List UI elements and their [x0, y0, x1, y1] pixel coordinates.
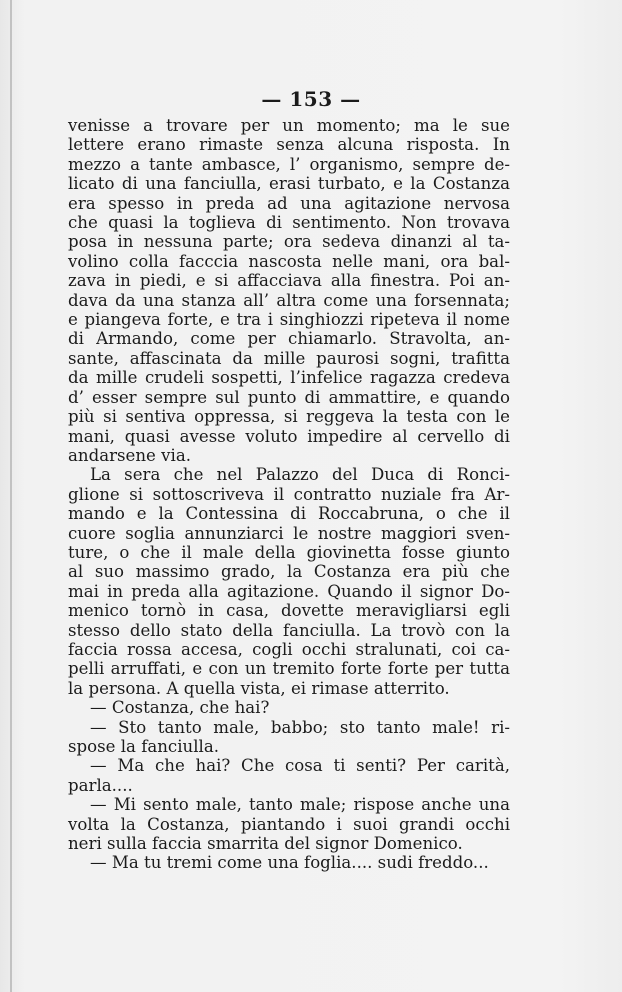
text-line: parla....: [68, 775, 133, 795]
text-line: da mille crudeli sospetti, l’infelice ragazza credeva: [68, 368, 510, 388]
text-line: sante, affascinata da mille paurosi sogni, trafitta: [68, 348, 510, 368]
text-line: stesso dello stato della fanciulla. La trovò con la: [68, 620, 510, 640]
text-line: al suo massimo grado, la Costanza era più che: [68, 562, 510, 582]
text-line: dava da una stanza all’ altra come una forsennata;: [68, 290, 510, 310]
dialogue-line: — Costanza, che hai?: [90, 698, 270, 718]
text-line: faccia rossa accesa, cogli occhi stralunati, coi ca-: [68, 639, 510, 659]
text-line: mai in preda alla agitazione. Quando il signor Do-: [68, 581, 510, 601]
page-spine-edge: [10, 0, 12, 992]
text-line: d’ esser sempre sul punto di ammattire, e quando: [68, 387, 510, 407]
text-line: volta la Costanza, piantando i suoi grandi occhi: [68, 814, 510, 834]
text-line: cuore soglia annunziarci le nostre maggiori sven-: [68, 523, 510, 543]
text-line: era spesso in preda ad una agitazione nervosa: [68, 193, 510, 213]
text-line: neri sulla faccia smarrita del signor Domenico.: [68, 834, 463, 854]
text-line: andarsene via.: [68, 445, 191, 465]
dialogue-line: — Sto tanto male, babbo; sto tanto male! ri-: [90, 717, 510, 737]
text-line: glione si sottoscriveva il contratto nuziale fra Ar-: [68, 484, 510, 504]
text-line: che quasi la toglieva di sentimento. Non trovava: [68, 213, 510, 233]
text-line: ture, o che il male della giovinetta fosse giunto: [68, 542, 510, 562]
text-line: posa in nessuna parte; ora sedeva dinanzi al ta-: [68, 232, 510, 252]
text-line: lettere erano rimaste senza alcuna risposta. In: [68, 135, 510, 155]
text-line: volino colla facccia nascosta nelle mani, ora bal-: [68, 251, 510, 271]
text-line: pelli arruffati, e con un tremito forte forte per tutta: [68, 659, 510, 679]
text-line: menico tornò in casa, dovette meravigliarsi egli: [68, 601, 510, 621]
text-line: di Armando, come per chiamarlo. Stravolta, an-: [68, 329, 510, 349]
dialogue-line: — Ma che hai? Che cosa ti senti? Per carità,: [90, 756, 510, 776]
text-line: mando e la Contessina di Roccabruna, o che il: [68, 504, 510, 524]
dialogue-line: — Ma tu tremi come una foglia.... sudi freddo...: [90, 853, 489, 873]
text-line: mani, quasi avesse voluto impedire al cervello di: [68, 426, 510, 446]
text-line: La sera che nel Palazzo del Duca di Ronci-: [90, 465, 510, 485]
text-line: la persona. A quella vista, ei rimase atterrito.: [68, 678, 450, 698]
text-line: e piangeva forte, e tra i singhiozzi ripeteva il nome: [68, 310, 510, 330]
page-text: [68, 116, 510, 873]
text-line: venisse a trovare per un momento; ma le sue: [68, 116, 510, 135]
text-line: spose la fanciulla.: [68, 737, 220, 756]
text-line: licato di una fanciulla, erasi turbato, e la Costanza: [68, 174, 510, 194]
dialogue-line: — Mi sento male, tanto male; rispose anche una: [90, 795, 510, 815]
text-line: più si sentiva oppressa, si reggeva la testa con le: [68, 407, 510, 427]
text-line: mezzo a tante ambasce, l’ organismo, sempre de-: [68, 154, 510, 174]
text-line: zava in piedi, e si affacciava alla finestra. Poi an-: [68, 271, 510, 291]
page-number: — 153 —: [261, 87, 361, 111]
